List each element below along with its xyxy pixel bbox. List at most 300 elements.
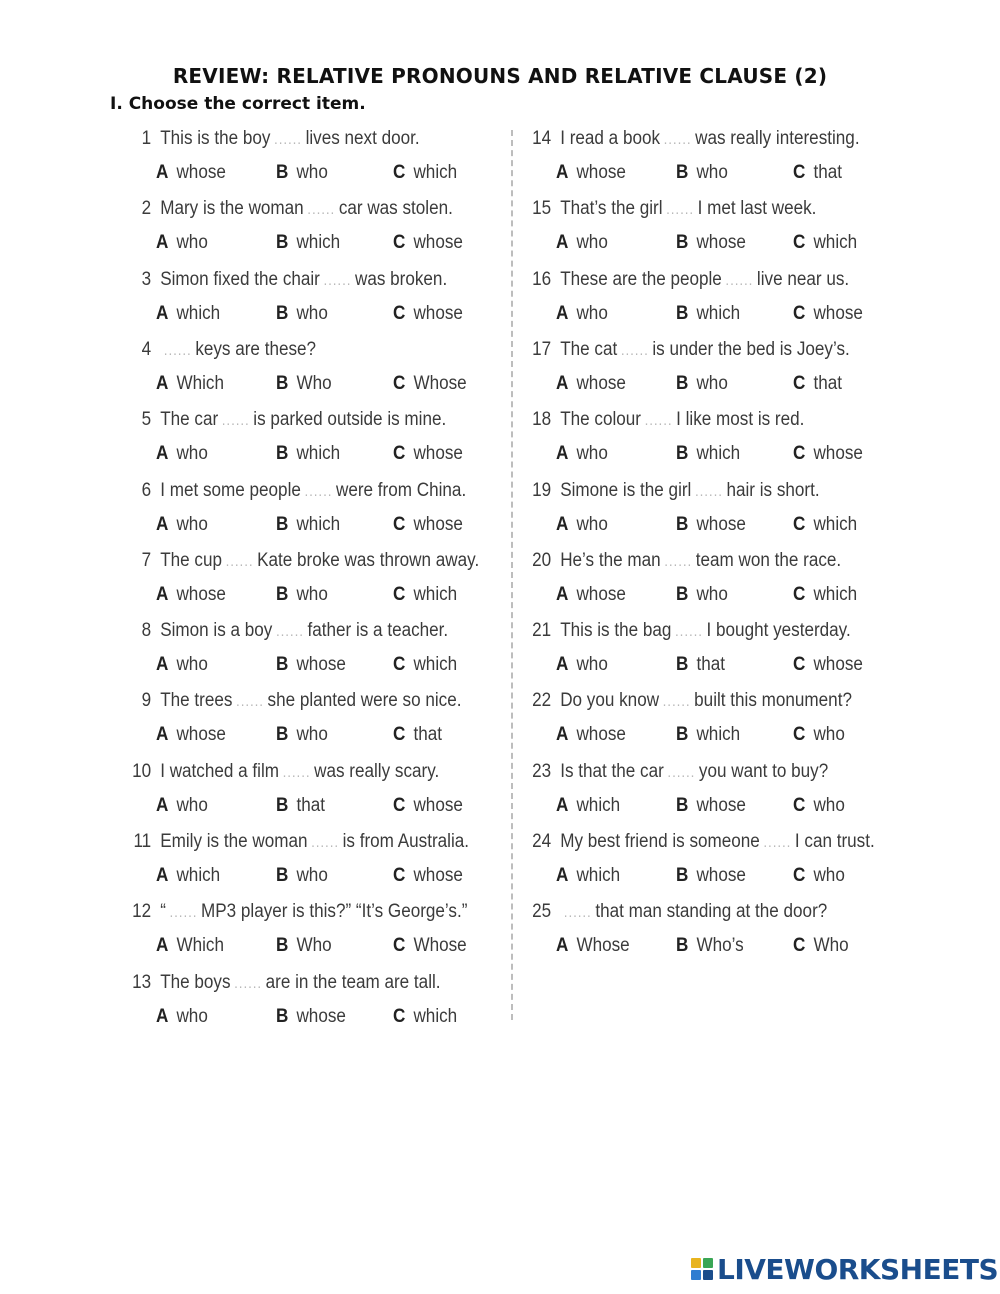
option-a[interactable]	[556, 443, 608, 465]
question-number: 13	[132, 972, 152, 993]
option-a[interactable]	[556, 584, 626, 606]
answer-blank[interactable]: ......	[725, 272, 754, 289]
option-letter: C	[793, 232, 806, 253]
option-letter: B	[276, 935, 289, 956]
option-letter: C	[793, 795, 806, 816]
option-text: whose	[413, 232, 463, 253]
option-a[interactable]	[156, 724, 226, 746]
option-letter: B	[676, 162, 689, 183]
question-number: 9	[141, 690, 152, 711]
answer-blank[interactable]: ......	[644, 412, 673, 429]
option-c[interactable]	[393, 443, 463, 465]
option-letter: C	[393, 162, 406, 183]
option-b[interactable]	[676, 373, 728, 395]
option-text: whose	[813, 443, 863, 464]
option-letter: C	[393, 443, 406, 464]
option-b[interactable]	[676, 795, 746, 817]
option-a[interactable]	[156, 162, 226, 184]
option-text: whose	[576, 584, 626, 605]
option-text: which	[296, 232, 341, 253]
answer-blank[interactable]: ......	[282, 764, 311, 781]
option-letter: A	[156, 443, 169, 464]
option-text: Which	[176, 935, 224, 956]
question-text	[526, 128, 860, 151]
answer-blank[interactable]: ......	[675, 623, 703, 640]
option-text: who	[696, 373, 728, 394]
question-text	[126, 480, 466, 503]
question-number: 18	[532, 409, 552, 430]
question-text	[526, 480, 820, 503]
option-b[interactable]	[676, 162, 728, 184]
option-b[interactable]	[276, 865, 328, 887]
question-2	[126, 198, 526, 262]
option-a[interactable]	[556, 795, 620, 817]
question-text	[126, 409, 446, 432]
question-text-before: The colour	[560, 409, 642, 430]
option-text: who	[576, 303, 608, 324]
option-text: who	[176, 795, 208, 816]
option-a[interactable]	[156, 584, 226, 606]
option-text: Who	[296, 373, 332, 394]
question-text-after: hair is short.	[726, 480, 820, 501]
option-a[interactable]	[556, 232, 608, 254]
question-text-before: Simon is a boy	[160, 620, 273, 641]
question-text	[126, 690, 461, 713]
option-letter: A	[156, 865, 169, 886]
question-number: 8	[141, 620, 152, 641]
option-a[interactable]	[556, 514, 608, 536]
option-b[interactable]	[276, 303, 328, 325]
option-b[interactable]	[676, 232, 746, 254]
question-number: 17	[532, 339, 552, 360]
option-a[interactable]	[156, 514, 208, 536]
option-a[interactable]	[156, 443, 208, 465]
option-c[interactable]	[793, 584, 857, 606]
option-c[interactable]	[793, 935, 849, 957]
option-text: Who	[813, 935, 849, 956]
option-text: Whose	[576, 935, 630, 956]
answer-blank[interactable]: ......	[311, 834, 340, 851]
instruction: I. Choose the correct item.	[110, 94, 366, 114]
question-text-before: The trees	[160, 690, 233, 711]
question-text-before: My best friend is someone	[560, 831, 760, 852]
option-a[interactable]	[556, 935, 630, 957]
answer-blank[interactable]: ......	[304, 483, 333, 500]
question-text	[526, 339, 850, 362]
option-text: which	[296, 443, 341, 464]
option-c[interactable]	[393, 584, 457, 606]
option-text: that	[696, 654, 725, 675]
option-b[interactable]	[276, 584, 328, 606]
question-number: 24	[532, 831, 552, 852]
option-letter: C	[793, 162, 806, 183]
option-letter: B	[676, 795, 689, 816]
question-text	[526, 620, 851, 643]
question-text	[126, 761, 439, 784]
question-number: 12	[132, 901, 152, 922]
option-c[interactable]	[793, 795, 845, 817]
question-text	[126, 269, 447, 292]
answer-blank[interactable]: ......	[163, 342, 192, 359]
option-letter: C	[393, 724, 406, 745]
answer-blank[interactable]: ......	[221, 412, 250, 429]
option-text: Whose	[413, 935, 467, 956]
option-text: whose	[813, 303, 863, 324]
question-text-before: That’s the girl	[560, 198, 663, 219]
option-letter: C	[393, 935, 406, 956]
option-letter: C	[793, 373, 806, 394]
question-number: 20	[532, 550, 552, 571]
option-b[interactable]	[276, 1006, 346, 1028]
option-b[interactable]	[676, 303, 740, 325]
option-letter: A	[156, 584, 169, 605]
question-text-after: that man standing at the door?	[595, 901, 828, 922]
question-text	[526, 901, 827, 924]
question-text-after: car was stolen.	[338, 198, 453, 219]
option-letter: B	[676, 514, 689, 535]
option-letter: A	[556, 232, 569, 253]
option-letter: A	[556, 443, 569, 464]
option-b[interactable]	[676, 584, 728, 606]
option-c[interactable]	[393, 795, 463, 817]
option-c[interactable]	[393, 303, 463, 325]
option-a[interactable]	[556, 303, 608, 325]
option-a[interactable]	[556, 724, 626, 746]
option-c[interactable]	[793, 654, 863, 676]
option-b[interactable]	[276, 654, 346, 676]
option-letter: B	[676, 935, 689, 956]
question-text-after: built this monument?	[694, 690, 852, 711]
option-b[interactable]	[276, 162, 328, 184]
option-c[interactable]	[793, 724, 845, 746]
option-text: that	[296, 795, 325, 816]
option-letter: B	[676, 232, 689, 253]
question-text-after: is from Australia.	[342, 831, 470, 852]
option-b[interactable]	[276, 373, 332, 395]
option-letter: A	[156, 654, 169, 675]
option-text: whose	[413, 443, 463, 464]
question-5	[126, 409, 526, 473]
option-text: whose	[176, 162, 226, 183]
option-letter: B	[676, 584, 689, 605]
option-a[interactable]	[156, 232, 208, 254]
question-text-before: Mary is the woman	[160, 198, 304, 219]
option-text: whose	[696, 232, 746, 253]
question-text-after: MP3 player is this?” “It’s George’s.”	[201, 901, 468, 922]
question-number: 2	[141, 198, 152, 219]
option-letter: B	[276, 654, 289, 675]
option-text: whose	[413, 514, 463, 535]
option-letter: A	[556, 654, 569, 675]
answer-blank[interactable]: ......	[274, 131, 302, 148]
question-text-after: was really scary.	[314, 761, 440, 782]
option-text: who	[296, 584, 328, 605]
option-a[interactable]	[556, 373, 626, 395]
option-letter: A	[556, 162, 569, 183]
question-text-after: I can trust.	[794, 831, 875, 852]
option-c[interactable]	[793, 232, 857, 254]
question-text-after: she planted were so nice.	[267, 690, 462, 711]
question-number: 19	[532, 480, 552, 501]
option-letter: A	[156, 373, 169, 394]
question-text-after: keys are these?	[195, 339, 317, 360]
option-letter: A	[556, 795, 569, 816]
option-text: who	[576, 514, 608, 535]
option-letter: C	[393, 232, 406, 253]
logo-square-1	[691, 1258, 701, 1268]
question-text	[526, 761, 828, 784]
question-text	[526, 831, 875, 854]
answer-blank[interactable]: ......	[563, 904, 592, 921]
option-a[interactable]	[156, 795, 208, 817]
option-c[interactable]	[393, 1006, 457, 1028]
option-text: which	[413, 1006, 458, 1027]
option-letter: C	[393, 303, 406, 324]
question-text-before: Emily is the woman	[160, 831, 308, 852]
logo-text: LIVEWORKSHEETS	[717, 1252, 999, 1286]
answer-blank[interactable]: ......	[662, 693, 691, 710]
option-c[interactable]	[393, 373, 467, 395]
option-text: Which	[176, 373, 224, 394]
option-text: that	[813, 373, 842, 394]
option-text: Whose	[413, 373, 467, 394]
option-c[interactable]	[393, 935, 467, 957]
option-text: who	[696, 162, 728, 183]
option-b[interactable]	[276, 514, 340, 536]
logo-square-3	[691, 1270, 701, 1280]
option-a[interactable]	[156, 303, 220, 325]
question-text-after: is under the bed is Joey’s.	[652, 339, 850, 360]
question-4	[126, 339, 526, 403]
answer-blank[interactable]: ......	[307, 201, 336, 218]
question-number: 16	[532, 269, 552, 290]
option-letter: B	[276, 443, 289, 464]
option-text: who	[176, 654, 208, 675]
answer-blank[interactable]: ......	[323, 272, 352, 289]
answer-blank[interactable]: ......	[664, 553, 693, 570]
option-text: whose	[296, 654, 346, 675]
question-text-before: The car	[160, 409, 219, 430]
answer-blank[interactable]: ......	[236, 693, 264, 710]
question-text-after: I like most is red.	[676, 409, 805, 430]
option-letter: C	[393, 795, 406, 816]
option-letter: A	[556, 373, 569, 394]
option-letter: C	[393, 584, 406, 605]
option-a[interactable]	[156, 865, 220, 887]
worksheet-title: REVIEW: RELATIVE PRONOUNS AND RELATIVE CLAUSE (2)	[172, 64, 828, 88]
option-text: which	[813, 232, 858, 253]
answer-blank[interactable]: ......	[225, 553, 254, 570]
option-text: which	[176, 865, 221, 886]
option-c[interactable]	[393, 514, 463, 536]
option-b[interactable]	[676, 724, 740, 746]
question-text-after: I met last week.	[697, 198, 817, 219]
option-letter: C	[793, 654, 806, 675]
option-b[interactable]	[676, 514, 746, 536]
question-text-after: I bought yesterday.	[706, 620, 851, 641]
answer-blank[interactable]: ......	[667, 764, 696, 781]
option-letter: B	[276, 795, 289, 816]
option-c[interactable]	[793, 865, 845, 887]
option-a[interactable]	[556, 654, 608, 676]
option-text: whose	[413, 795, 463, 816]
option-a[interactable]	[156, 373, 224, 395]
question-text-after: are in the team are tall.	[265, 972, 441, 993]
question-text	[126, 198, 453, 221]
option-text: who	[813, 724, 845, 745]
question-text	[526, 409, 804, 432]
option-a[interactable]	[156, 935, 224, 957]
question-20	[526, 550, 926, 614]
question-text	[126, 128, 420, 151]
option-letter: B	[676, 303, 689, 324]
option-text: who	[813, 795, 845, 816]
option-letter: B	[276, 514, 289, 535]
option-text: which	[413, 584, 458, 605]
option-text: that	[413, 724, 442, 745]
option-letter: A	[156, 232, 169, 253]
option-c[interactable]	[393, 865, 463, 887]
option-letter: B	[276, 724, 289, 745]
option-text: which	[813, 584, 858, 605]
question-1	[126, 128, 526, 192]
answer-blank[interactable]: ......	[663, 131, 692, 148]
option-letter: A	[556, 865, 569, 886]
question-6	[126, 480, 526, 544]
question-text-before: The cat	[560, 339, 618, 360]
question-21	[526, 620, 926, 684]
option-letter: A	[156, 795, 169, 816]
option-text: which	[696, 443, 741, 464]
option-text: who	[813, 865, 845, 886]
option-letter: C	[793, 584, 806, 605]
option-a[interactable]	[556, 162, 626, 184]
option-letter: A	[556, 724, 569, 745]
option-b[interactable]	[676, 443, 740, 465]
question-text-after: was really interesting.	[695, 128, 860, 149]
question-25	[526, 901, 926, 965]
option-c[interactable]	[393, 232, 463, 254]
option-text: which	[696, 303, 741, 324]
option-b[interactable]	[276, 443, 340, 465]
option-letter: A	[156, 1006, 169, 1027]
option-c[interactable]	[793, 443, 863, 465]
question-23	[526, 761, 926, 825]
question-text-before: I read a book	[560, 128, 661, 149]
option-c[interactable]	[393, 162, 457, 184]
option-letter: B	[676, 865, 689, 886]
option-letter: B	[276, 1006, 289, 1027]
option-letter: A	[156, 514, 169, 535]
question-text-before: This is the bag	[560, 620, 672, 641]
question-19	[526, 480, 926, 544]
question-13	[126, 972, 526, 1036]
option-b[interactable]	[676, 654, 725, 676]
option-letter: C	[793, 443, 806, 464]
answer-blank[interactable]: ......	[763, 834, 792, 851]
option-letter: A	[156, 162, 169, 183]
answer-blank[interactable]: ......	[169, 904, 198, 921]
option-b[interactable]	[276, 935, 332, 957]
option-letter: B	[676, 724, 689, 745]
question-number: 1	[141, 128, 152, 149]
option-c[interactable]	[793, 514, 857, 536]
option-letter: C	[393, 373, 406, 394]
question-text-before: This is the boy	[160, 128, 271, 149]
question-24	[526, 831, 926, 895]
option-letter: C	[793, 935, 806, 956]
option-a[interactable]	[556, 865, 620, 887]
option-text: who	[176, 514, 208, 535]
option-b[interactable]	[276, 724, 328, 746]
option-a[interactable]	[156, 654, 208, 676]
question-text	[526, 690, 852, 713]
option-letter: A	[156, 303, 169, 324]
option-letter: C	[793, 514, 806, 535]
option-text: which	[176, 303, 221, 324]
option-b[interactable]	[276, 232, 340, 254]
question-number: 3	[141, 269, 152, 290]
option-text: Who’s	[696, 935, 744, 956]
question-text-after: father is a teacher.	[307, 620, 449, 641]
question-text	[526, 269, 849, 292]
option-letter: B	[676, 654, 689, 675]
option-text: whose	[576, 724, 626, 745]
option-b[interactable]	[676, 935, 744, 957]
question-7	[126, 550, 526, 614]
option-text: which	[813, 514, 858, 535]
option-letter: B	[676, 443, 689, 464]
answer-blank[interactable]: ......	[666, 201, 695, 218]
option-b[interactable]	[676, 865, 746, 887]
option-letter: B	[276, 303, 289, 324]
question-number: 21	[532, 620, 552, 641]
answer-blank[interactable]: ......	[275, 623, 304, 640]
question-14	[526, 128, 926, 192]
question-number: 15	[532, 198, 552, 219]
option-text: whose	[176, 724, 226, 745]
question-text-before: Simone is the girl	[560, 480, 692, 501]
question-number: 7	[141, 550, 152, 571]
option-b[interactable]	[276, 795, 325, 817]
option-c[interactable]	[793, 303, 863, 325]
option-c[interactable]	[393, 654, 457, 676]
option-c[interactable]	[793, 373, 842, 395]
question-text-before: Is that the car	[560, 761, 664, 782]
question-text-before: Do you know	[560, 690, 660, 711]
option-text: Who	[296, 935, 332, 956]
logo-square-4	[703, 1270, 713, 1280]
option-letter: C	[393, 514, 406, 535]
answer-blank[interactable]: ......	[234, 975, 263, 992]
question-text-before: I watched a film	[160, 761, 279, 782]
option-text: whose	[813, 654, 863, 675]
option-c[interactable]	[793, 162, 842, 184]
question-number: 14	[532, 128, 552, 149]
option-letter: B	[276, 584, 289, 605]
question-16	[526, 269, 926, 333]
option-text: whose	[576, 373, 626, 394]
answer-blank[interactable]: ......	[620, 342, 649, 359]
option-text: who	[296, 724, 328, 745]
option-c[interactable]	[393, 724, 442, 746]
option-a[interactable]	[156, 1006, 208, 1028]
option-letter: C	[793, 303, 806, 324]
option-letter: C	[793, 724, 806, 745]
option-text: who	[296, 865, 328, 886]
answer-blank[interactable]: ......	[694, 483, 723, 500]
question-10	[126, 761, 526, 825]
